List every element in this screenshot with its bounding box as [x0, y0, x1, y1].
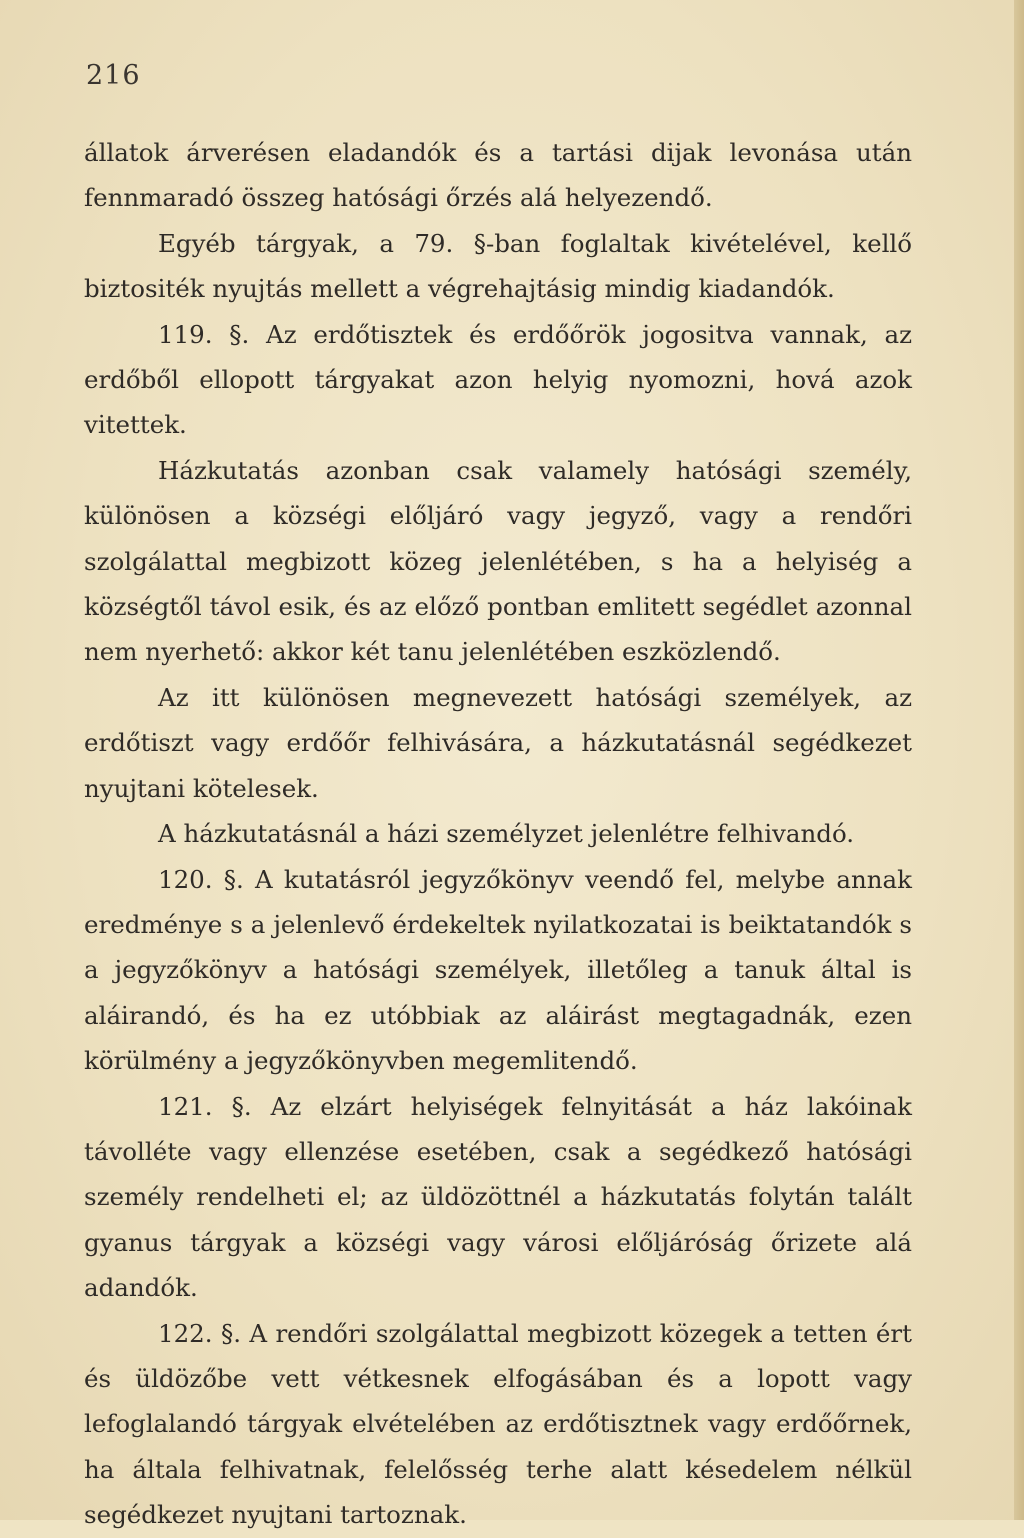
- body-text: [84, 130, 912, 1538]
- paragraph-121: 121. §. Az elzárt helyiségek felnyitását a ház lakóinak távolléte vagy ellenzése esetében, csak a segédkező hatósági személy rendelheti el; az üldözöttnél a házkutatás folytán talált gyanus tárgyak a községi vagy városi előljáróság őrizete alá adandók.: [84, 1091, 912, 1303]
- paragraph-2: Egyéb tárgyak, a 79. §-ban foglaltak kivételével, kellő biztositék nyujtás mellett a végrehajtásig mindig kiadandók.: [84, 228, 912, 304]
- paragraph-120: 120. §. A kutatásról jegyzőkönyv veendő fel, melybe annak eredménye s a jelenlevő érdekeltek nyilatkozatai is beiktatandók s a jegyzőkönyv a hatósági személyek, illetőleg a tanuk által is aláirandó, és ha ez utóbbiak az aláirást megtagadnák, ezen körülmény a jegyzőkönyvben megemlitendő.: [84, 864, 912, 1076]
- paragraph-5: Az itt különösen megnevezett hatósági személyek, az erdőtiszt vagy erdőőr felhivására, a házkutatásnál segédkezet nyujtani kötelesek.: [84, 682, 912, 803]
- paragraph-122: 122. §. A rendőri szolgálattal megbizott közegek a tetten ért és üldözőbe vett vétkesnek elfogásában és a lopott vagy lefoglalandó tárgyak elvételében az erdőtisztnek vagy erdőőrnek, ha általa felhivatnak, felelősség terhe alatt késedelem nélkül segédkezet nyujtani tartoznak.: [84, 1318, 912, 1530]
- paragraph-4: Házkutatás azonban csak valamely hatósági személy, különösen a községi előljáró vagy jegyző, vagy a rendőri szolgálattal megbizott közeg jelenlétében, s ha a helyiség a községtől távol esik, és az előző pontban emlitett segédlet azonnal nem nyerhető: akkor két tanu jelenlétében eszközlendő.: [84, 455, 912, 667]
- paragraph-6: A házkutatásnál a házi személyzet jelenlétre felhivandó.: [158, 819, 855, 849]
- page-number: 216: [86, 60, 141, 91]
- paragraph-1: állatok árverésen eladandók és a tartási dijak levonása után fennmaradó összeg hatósági őrzés alá helyezendő.: [84, 138, 912, 213]
- page-edge: [1014, 0, 1024, 1520]
- paragraph-119: 119. §. Az erdőtisztek és erdőőrök jogositva vannak, az erdőből ellopott tárgyakat azon helyig nyomozni, hová azok vitettek.: [84, 319, 912, 440]
